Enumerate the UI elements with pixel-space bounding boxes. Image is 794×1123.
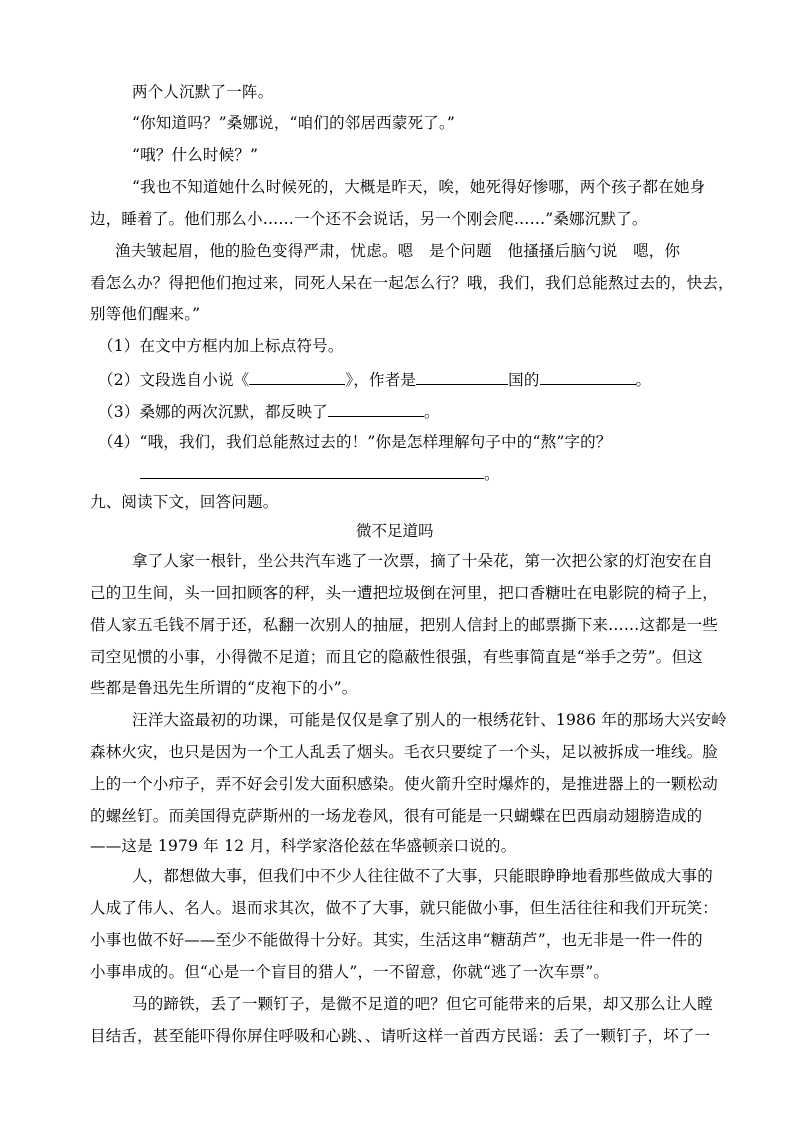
question-2-text-a: （2）文段选自小说《	[98, 371, 250, 389]
paragraph-line: 借人家五毛钱不屑于还，私翻一次别人的抽屉，把别人信封上的邮票撕下来……这都是一些	[90, 616, 719, 634]
passage-line: 边，睡着了。他们那么小……一个还不会说话，另一个刚会爬……”桑娜沉默了。	[90, 210, 648, 228]
question-3	[98, 400, 440, 422]
question-4-answer-line	[140, 462, 500, 484]
answer-blank-ao[interactable]	[140, 462, 484, 479]
article-title: 微不足道吗	[356, 522, 434, 540]
passage-line: “哦？什么时候？”	[132, 146, 259, 164]
passage-line: “我也不知道她什么时候死的，大概是昨天，唉，她死得好惨哪，两个孩子都在她身	[132, 178, 706, 196]
paragraph-line: 的螺丝钉。而美国得克萨斯州的一场龙卷风，很有可能是一只蝴蝶在巴西扇动翅膀造成的	[90, 807, 703, 825]
paragraph-line: 目结舌，甚至能吓得你屏住呼吸和心跳、、请听这样一首西方民谣：丢了一颗钉子，坏了一	[90, 1027, 711, 1045]
question-4-end: 。	[484, 465, 500, 483]
answer-blank-country[interactable]	[416, 368, 508, 385]
question-2-text-b: 》，作者是	[345, 371, 417, 389]
passage-line: 两个人沉默了一阵。	[132, 83, 274, 101]
paragraph-line: 些都是鲁迅先生所谓的“皮袍下的小”。	[90, 679, 358, 697]
paragraph-line: 人成了伟人、名人。退而求其次，做不了大事，就只能做小事，但生活往往和我们开玩笑：	[90, 899, 719, 917]
paragraph-line: 上的一个小疖子，弄不好会引发大面积感染。使火箭升空时爆炸的，是推进器上的一颗松动	[90, 775, 719, 793]
passage-line: “你知道吗？”桑娜说，“咱们的邻居西蒙死了。”	[132, 114, 456, 132]
answer-blank-novel[interactable]	[249, 368, 345, 385]
paragraph-line: 小事也做不好——至少不能做得十分好。其实，生活这串“糖葫芦”，也无非是一件一件的	[90, 931, 703, 949]
paragraph-line: 司空见惯的小事，小得微不足道；而且它的隐蔽性很强，有些事简直是“举手之劳”。但这	[90, 648, 703, 666]
answer-blank-silence[interactable]	[328, 400, 424, 417]
passage-line: 看怎么办？得把他们抱过来，同死人呆在一起怎么行？哦，我们，我们总能熬过去的，快去，	[90, 274, 734, 292]
question-2-text-c: 国的	[508, 371, 540, 389]
passage-line: 别等他们醒来。”	[90, 305, 201, 323]
paragraph-line: 拿了人家一根针，坐公共汽车逃了一次票，摘了十朵花，第一次把公家的灯泡安在自	[132, 552, 713, 570]
question-3-text-b: 。	[423, 403, 440, 421]
question-2	[98, 368, 651, 390]
question-3-text-a: （3）桑娜的两次沉默，都反映了	[98, 403, 328, 421]
passage-line: 渔夫皱起眉，他的脸色变得严肃，忧虑。嗯 是个问题 他搔搔后脑勺说 嗯，你	[115, 242, 681, 260]
answer-blank-author[interactable]	[540, 368, 636, 385]
paragraph-line: 人，都想做大事，但我们中不少人往往做不了大事，只能眼睁睁地看那些做成大事的	[132, 867, 713, 885]
section-heading: 九、阅读下文，回答问题。	[90, 493, 279, 511]
paragraph-line: 森林火灾，也只是因为一个工人乱丢了烟头。毛衣只要绽了一个头，足以被拆成一堆线。脸	[90, 743, 719, 761]
question-4: （4）“哦，我们，我们总能熬过去的！”你是怎样理解句子中的“熬”字的？	[98, 433, 612, 451]
paragraph-line: ——这是 1979 年 12 月，科学家洛伦兹在华盛顿亲口说的。	[90, 837, 517, 855]
paragraph-line: 己的卫生间，头一回扣顾客的秤，头一遭把垃圾倒在河里，把口香糖吐在电影院的椅子上，	[90, 584, 719, 602]
paragraph-line: 小事串成的。但“心是一个盲目的猎人”，一不留意，你就“逃了一次车票”。	[90, 963, 610, 981]
paragraph-line: 马的蹄铁，丢了一颗钉子，是微不足道的吧？但它可能带来的后果，却又那么让人瞠	[132, 995, 713, 1013]
paragraph-line: 汪洋大盗最初的功课，可能是仅仅是拿了别人的一根绣花针、1986 年的那场大兴安岭	[132, 711, 727, 729]
question-1: （1）在文中方框内加上标点符号。	[98, 337, 344, 355]
question-2-text-d: 。	[635, 371, 652, 389]
